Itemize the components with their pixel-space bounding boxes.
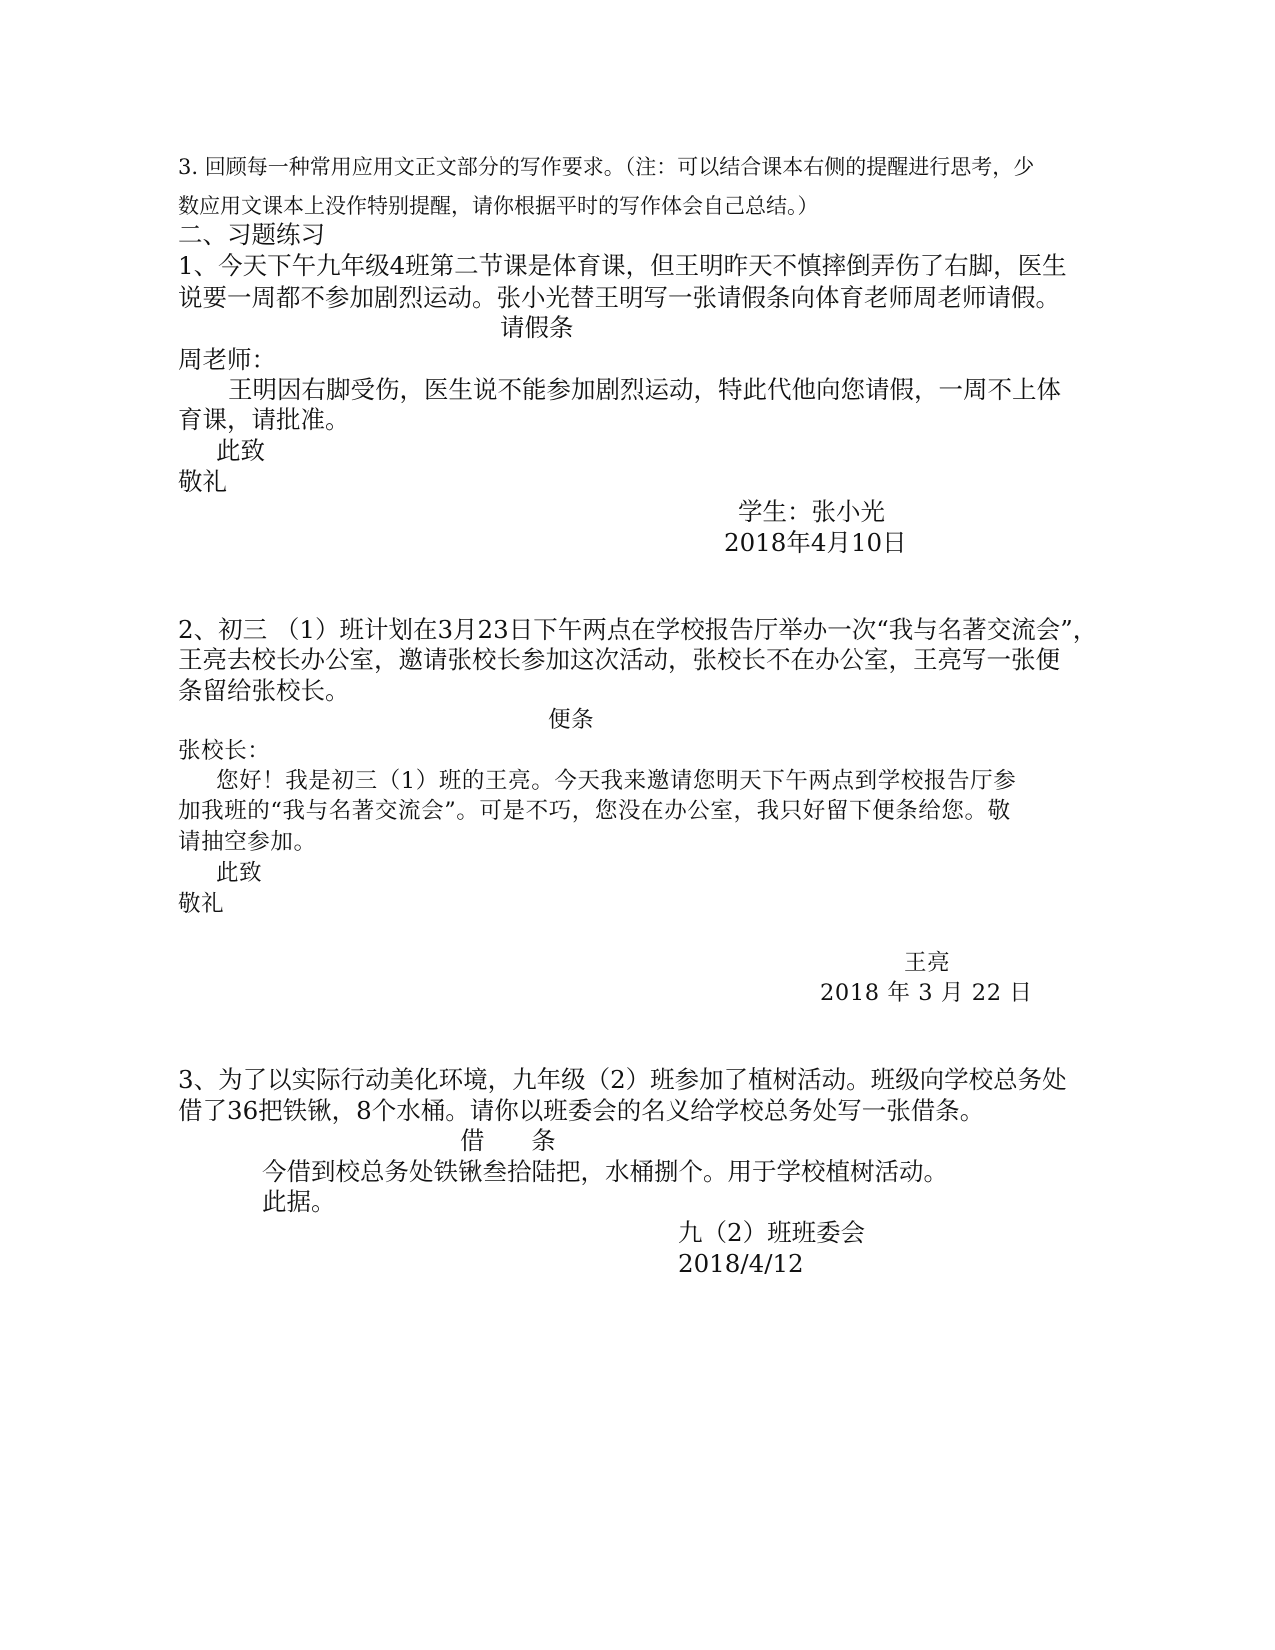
- memo-signature: 王亮: [904, 950, 951, 976]
- review-question-line: 数应用文课本上没作特别提醒，请你根据平时的写作体会自己总结。）: [178, 194, 819, 218]
- leave-note-title: 请假条: [500, 313, 574, 342]
- leave-note-closing: 敬礼: [178, 467, 227, 496]
- leave-note-signature: 学生：张小光: [738, 497, 885, 526]
- question-2-prompt: 王亮去校长办公室，邀请张校长参加这次活动，张校长不在办公室，王亮写一张便: [178, 645, 1060, 674]
- memo-title: 便条: [548, 707, 595, 733]
- iou-title: 借 条: [460, 1126, 556, 1155]
- memo-body: 请抽空参加。: [178, 829, 317, 855]
- memo-salutation: 张校长：: [178, 738, 271, 764]
- leave-note-closing: 此致: [216, 436, 265, 465]
- review-question-line: 3. 回顾每一种常用应用文正文部分的写作要求。（注：可以结合课本右侧的提醒进行思考，少: [178, 155, 1035, 179]
- memo-date: 2018 年 3 月 22 日: [820, 980, 1033, 1006]
- memo-body: 加我班的“我与名著交流会”。可是不巧，您没在办公室，我只好留下便条给您。敬: [178, 798, 1011, 824]
- section-heading: 二、习题练习: [178, 220, 325, 249]
- question-3-prompt: 3、为了以实际行动美化环境，九年级（2）班参加了植树活动。班级向学校总务处: [178, 1065, 1067, 1094]
- leave-note-salutation: 周老师：: [178, 345, 276, 374]
- question-2-prompt: 条留给张校长。: [178, 676, 350, 705]
- question-3-prompt: 借了36把铁锹，8个水桶。请你以班委会的名义给学校总务处写一张借条。: [178, 1096, 985, 1125]
- question-1-prompt: 说要一周都不参加剧烈运动。张小光替王明写一张请假条向体育老师周老师请假。: [178, 283, 1060, 312]
- iou-body: 今借到校总务处铁锹叁拾陆把，水桶捌个。用于学校植树活动。: [262, 1157, 948, 1186]
- question-2-prompt: 2、初三 （1）班计划在3月23日下午两点在学校报告厅举办一次“我与名著交流会”，: [178, 615, 1098, 644]
- leave-note-body: 育课，请批准。: [178, 405, 350, 434]
- leave-note-date: 2018年4月10日: [724, 528, 907, 557]
- iou-signature: 九（2）班班委会: [678, 1218, 866, 1247]
- memo-body: 您好！我是初三（1）班的王亮。今天我来邀请您明天下午两点到学校报告厅参: [216, 768, 1017, 794]
- memo-closing: 此致: [216, 860, 263, 886]
- question-1-prompt: 1、今天下午九年级4班第二节课是体育课，但王明昨天不慎摔倒弄伤了右脚，医生: [178, 251, 1067, 280]
- iou-date: 2018/4/12: [678, 1249, 804, 1278]
- iou-body: 此据。: [262, 1187, 336, 1216]
- memo-closing: 敬礼: [178, 891, 225, 917]
- leave-note-body: 王明因右脚受伤，医生说不能参加剧烈运动，特此代他向您请假，一周不上体: [228, 375, 1061, 404]
